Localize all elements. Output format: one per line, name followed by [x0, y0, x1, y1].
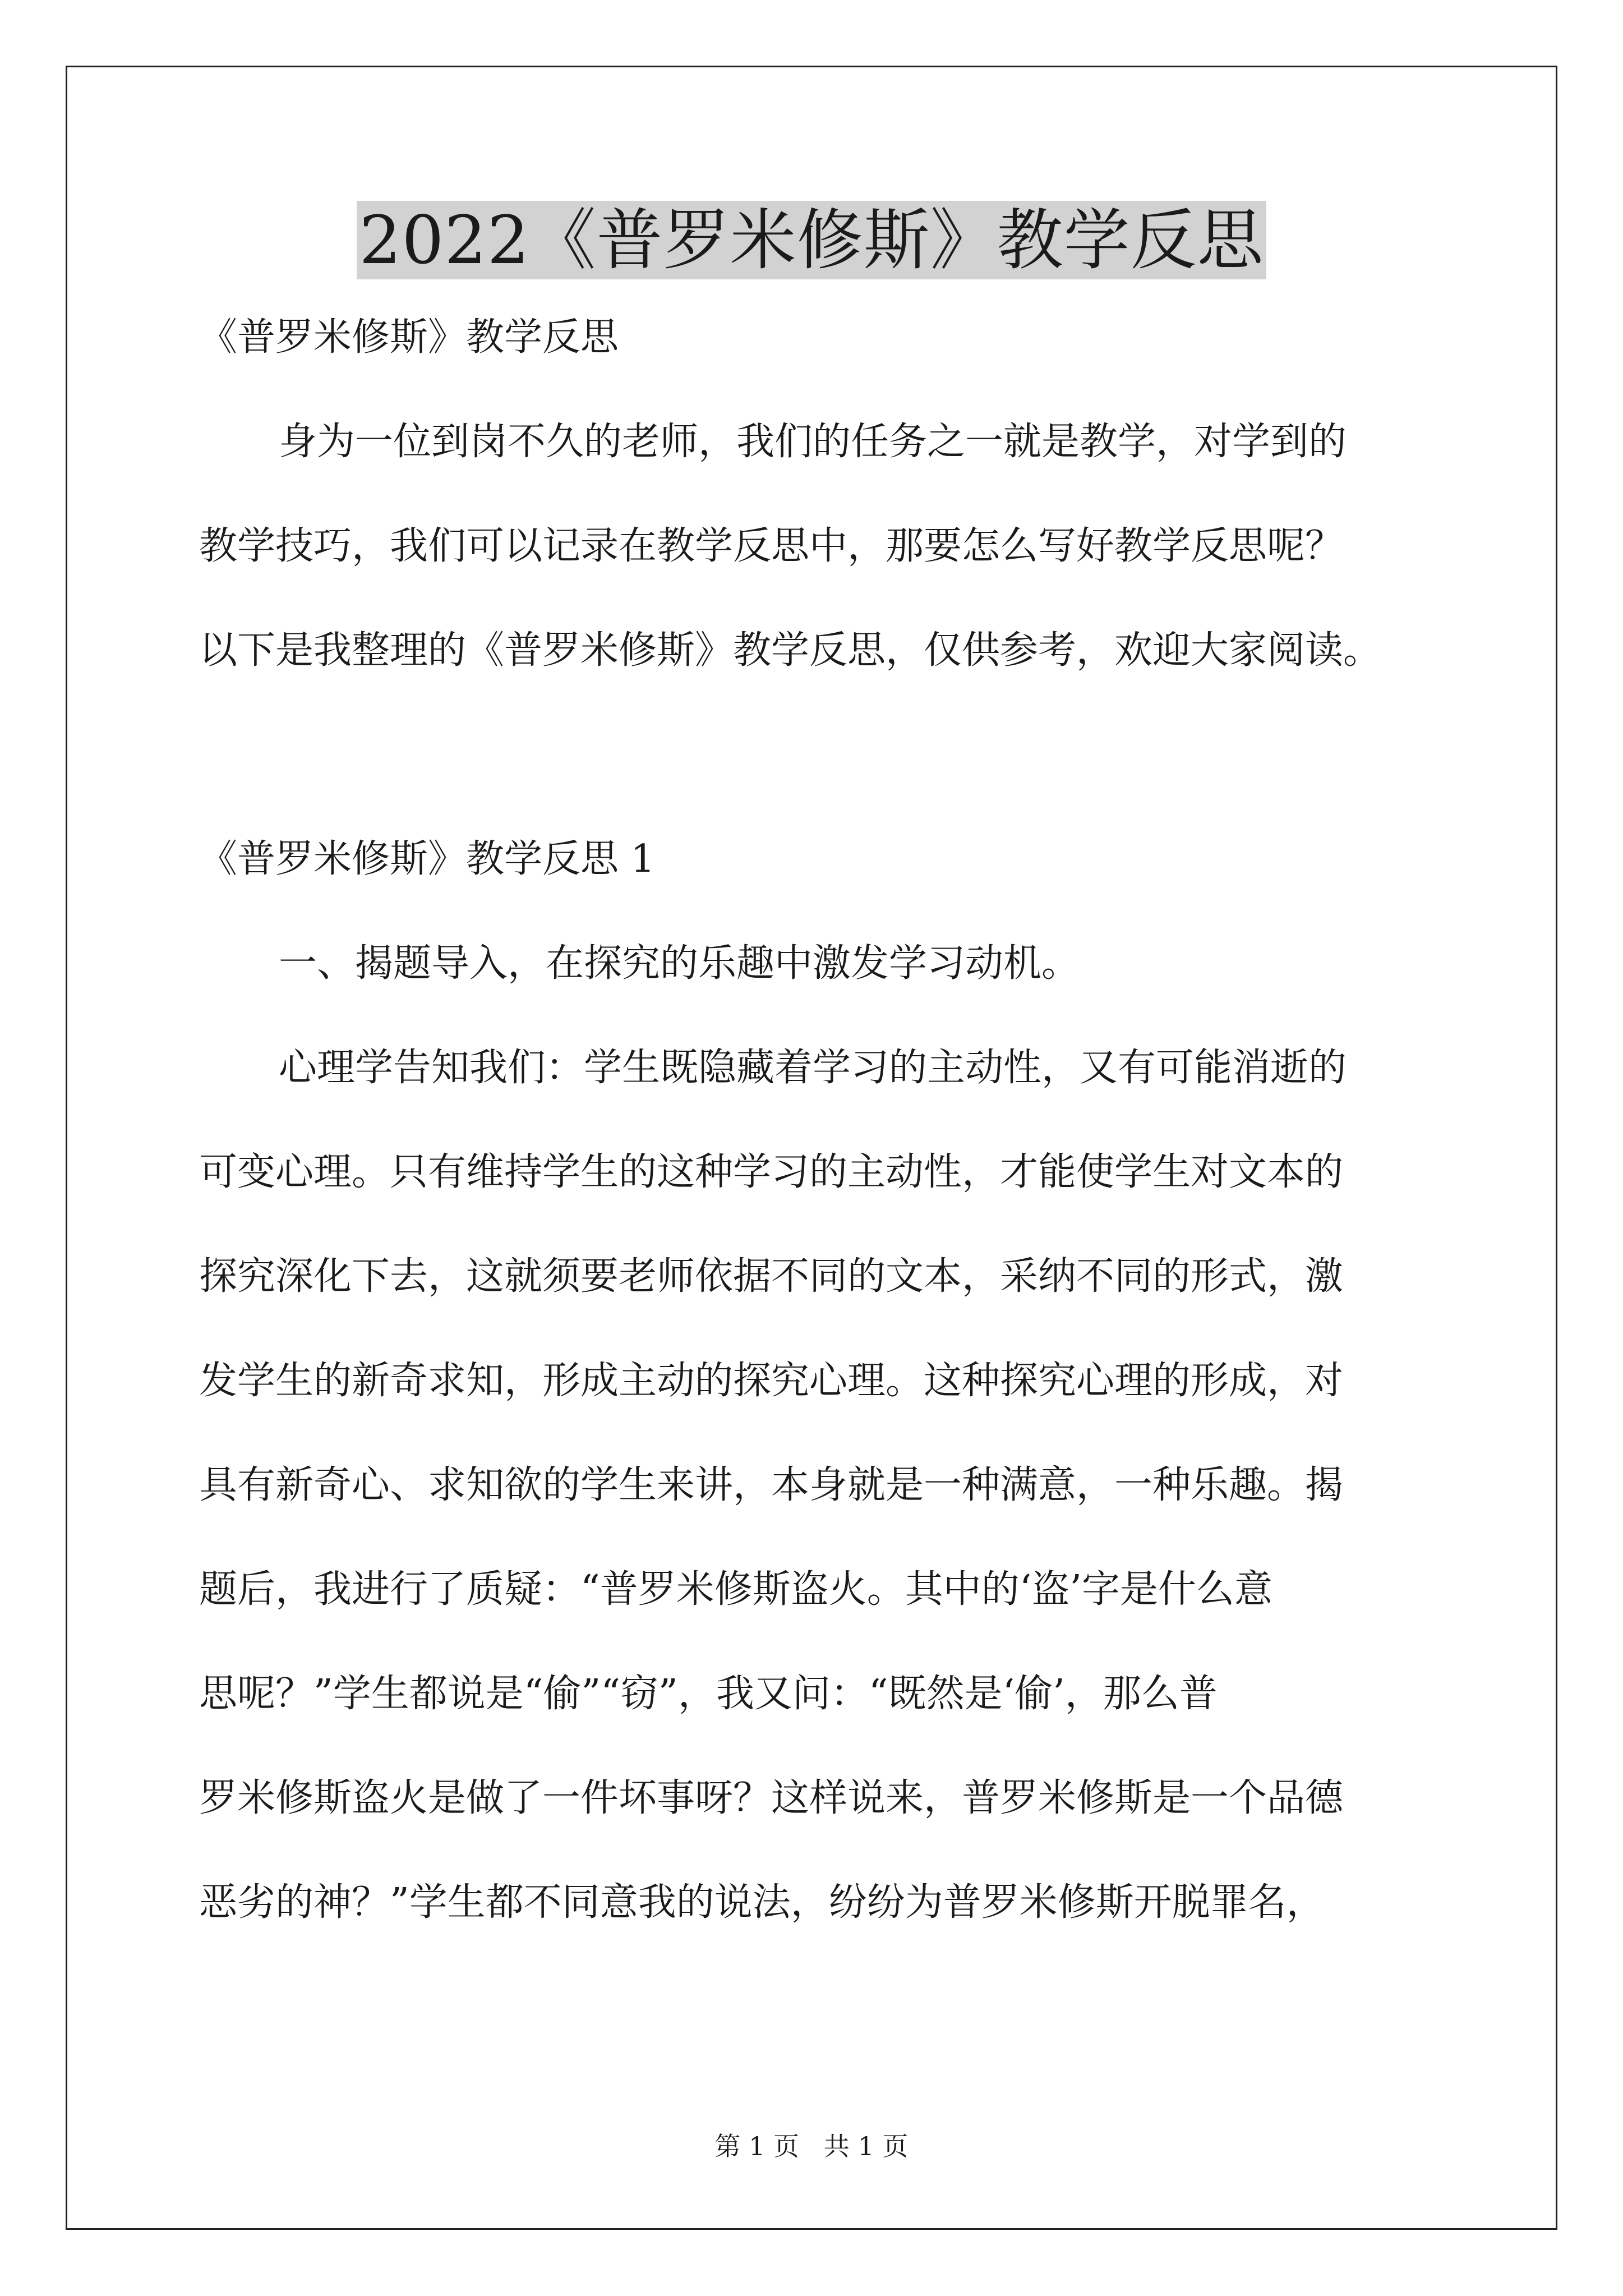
para-line-6: 题后，我进行了质疑：“普罗米修斯盗火。其中的‘盗’字是什么意: [199, 1567, 1272, 1612]
para-line-1: 心理学告知我们：学生既隐藏着学习的主动性，又有可能消逝的: [279, 1046, 1347, 1090]
page-footer: [0, 2126, 1623, 2163]
intro-line-3: 以下是我整理的《普罗米修斯》教学反思，仅供参考，欢迎大家阅读。: [199, 628, 1382, 673]
subtitle: 《普罗米修斯》教学反思: [199, 315, 619, 360]
para-line-5: 具有新奇心、求知欲的学生来讲，本身就是一种满意，一种乐趣。揭: [199, 1463, 1344, 1507]
document-body: [199, 311, 1433, 1929]
para-line-8: 罗米修斯盗火是做了一件坏事呀？这样说来，普罗米修斯是一个品德: [199, 1776, 1344, 1820]
intro-line-1: 身为一位到岗不久的老师，我们的任务之一就是教学，对学到的: [279, 420, 1347, 464]
para-line-2: 可变心理。只有维持学生的这种学习的主动性，才能使学生对文本的: [199, 1150, 1344, 1194]
para-line-7: 思呢？”学生都说是“偷”“窃”，我又问：“既然是‘偷’，那么普: [199, 1672, 1218, 1716]
intro-line-2: 教学技巧，我们可以记录在教学反思中，那要怎么写好教学反思呢？: [199, 524, 1344, 568]
para-line-9: 恶劣的神？”学生都不同意我的说法，纷纷为普罗米修斯开脱罪名，: [199, 1880, 1325, 1925]
title-wrap: [0, 201, 1623, 279]
section-heading: 《普罗米修斯》教学反思 1: [199, 837, 655, 881]
para-line-3: 探究深化下去，这就须要老师依据不同的文本，采纳不同的形式，激: [199, 1254, 1344, 1299]
document-title: 2022《普罗米修斯》教学反思: [357, 201, 1266, 279]
para-line-4: 发学生的新奇求知，形成主动的探究心理。这种探究心理的形成，对: [199, 1359, 1344, 1403]
page-number: 第 1 页 共 1 页: [714, 2131, 909, 2161]
point-heading: 一、揭题导入，在探究的乐趣中激发学习动机。: [279, 941, 1080, 986]
